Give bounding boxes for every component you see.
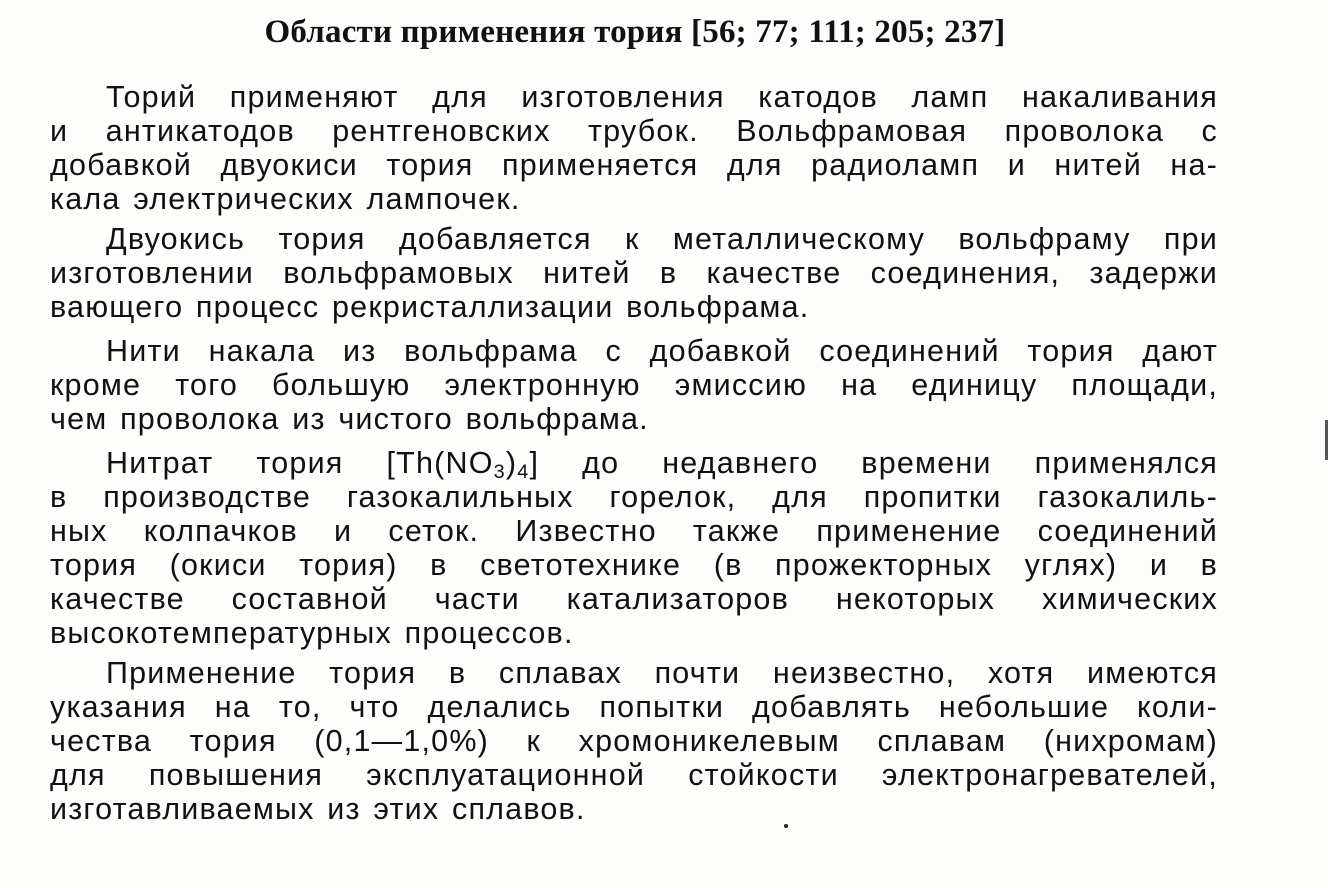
text-line: чем проволока из чистого вольфрама. [50, 402, 649, 436]
formula-prefix: Нитрат тория [Th(NO [106, 446, 494, 480]
text-line: высокотемпературных процессов. [50, 616, 574, 650]
paragraph-3 [50, 334, 1218, 436]
formula-subscript: 3 [493, 460, 506, 480]
text-line: изготавливаемых из этих сплавов. [50, 792, 586, 826]
text-line: кроме того большую электронную эмиссию на единицу площади, [50, 368, 1218, 402]
text-line: Нити накала из вольфрама с добавкой соединений тория дают [106, 334, 1218, 368]
formula-subscript: 4 [517, 460, 530, 480]
text-line: изготовлении вольфрамовых нитей в качестве соединения, задержи [50, 256, 1218, 290]
text-line: качестве составной части катализаторов некоторых химических [50, 582, 1218, 616]
text-line: Двуокись тория добавляется к металлическому вольфраму при [106, 222, 1218, 256]
paragraph-5 [50, 656, 1218, 826]
text-line: указания на то, что делались попытки добавлять небольшие коли- [50, 690, 1218, 724]
text-line: добавкой двуокиси тория применяется для радиоламп и нитей на- [50, 148, 1218, 182]
formula-line [50, 446, 1218, 480]
text-line: ных колпачков и сеток. Известно также применение соединений [50, 514, 1218, 548]
text-line: в производстве газокалильных горелок, для пропитки газокалиль- [50, 480, 1218, 514]
paragraph-2 [50, 222, 1218, 324]
text-line: тория (окиси тория) в светотехнике (в прожекторных углях) и в [50, 548, 1218, 582]
text-line: чества тория (0,1—1,0%) к хромоникелевым сплавам (нихромам) [50, 724, 1218, 758]
formula-suffix: ] до недавнего времени применялся [529, 446, 1218, 480]
text-line: Применение тория в сплавах почти неизвестно, хотя имеются [106, 656, 1218, 690]
section-title: Области применения тория [56; 77; 111; 205; 237] [264, 14, 1006, 50]
text-line: вающего процесс рекристаллизации вольфрама. [50, 290, 810, 324]
scan-speck [784, 824, 788, 828]
text-line: Торий применяют для изготовления катодов ламп накаливания [106, 80, 1218, 114]
paragraph-4 [50, 446, 1218, 650]
text-line: для повышения эксплуатационной стойкости электронагревателей, [50, 758, 1218, 792]
text-line: кала электрических лампочек. [50, 182, 521, 216]
paragraph-1 [50, 80, 1218, 216]
text-line: и антикатодов рентгеновских трубок. Вольфрамовая проволока с [50, 114, 1218, 148]
formula-middle: ) [505, 446, 518, 480]
